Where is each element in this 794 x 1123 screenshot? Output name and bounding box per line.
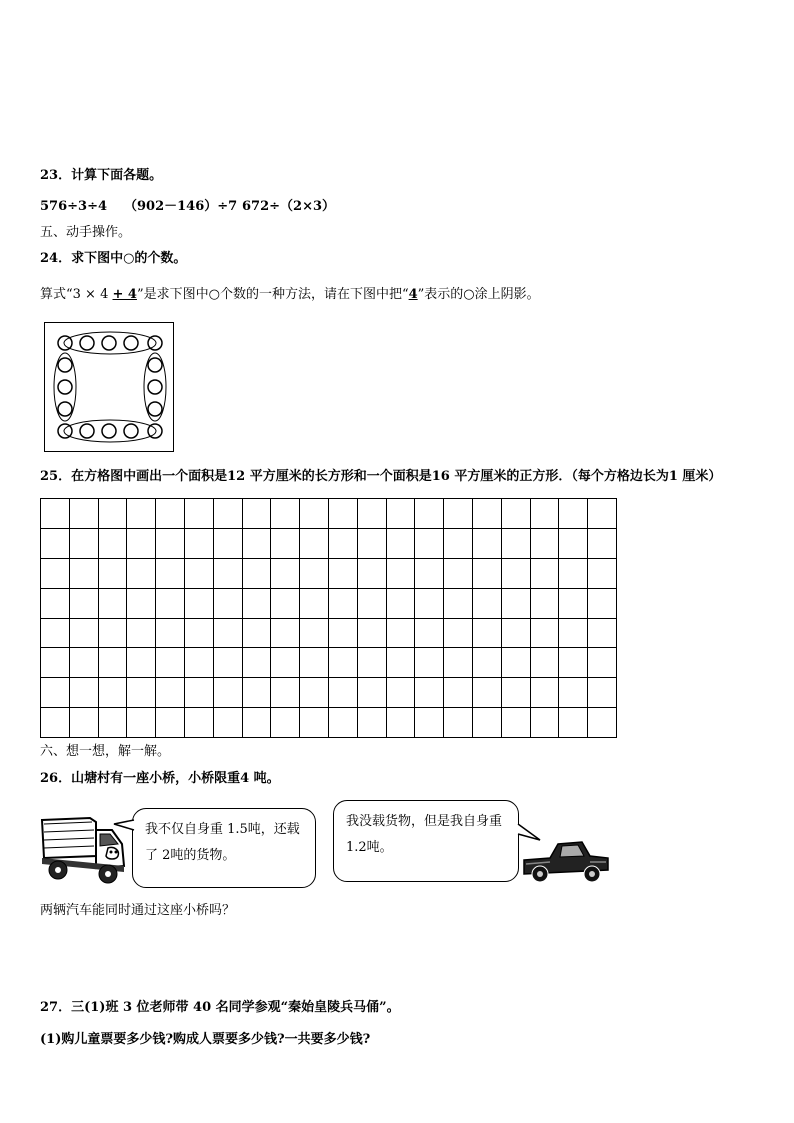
grid-cell[interactable] xyxy=(501,618,530,648)
pickup-speech-bubble: 我没载货物，但是我自身重 1.2吨。 xyxy=(333,800,519,882)
grid-cell[interactable] xyxy=(242,588,271,618)
grid-cell[interactable] xyxy=(184,618,213,648)
grid-cell[interactable] xyxy=(415,678,444,708)
grid-cell[interactable] xyxy=(559,588,588,618)
grid-cell[interactable] xyxy=(69,588,98,618)
grid-cell[interactable] xyxy=(127,499,156,529)
truck-speech-bubble: 我不仅自身重 1.5吨，还载了 2吨的货物。 xyxy=(132,808,316,888)
grid-cell[interactable] xyxy=(472,648,501,678)
grid-cell[interactable] xyxy=(156,618,185,648)
grid-cell[interactable] xyxy=(41,648,70,678)
grid-cell[interactable] xyxy=(98,528,127,558)
grid-cell[interactable] xyxy=(386,678,415,708)
grid-cell[interactable] xyxy=(588,708,617,738)
q24-four: 4 xyxy=(408,287,418,302)
grid-cell[interactable] xyxy=(386,499,415,529)
grid-cell[interactable] xyxy=(328,618,357,648)
grid-cell[interactable] xyxy=(328,499,357,529)
grid-cell[interactable] xyxy=(559,678,588,708)
truck-bubble-tail xyxy=(112,814,136,834)
grid-cell[interactable] xyxy=(127,678,156,708)
grid-cell[interactable] xyxy=(559,708,588,738)
grid-cell[interactable] xyxy=(444,499,473,529)
grid-cell[interactable] xyxy=(472,528,501,558)
grid-cell[interactable] xyxy=(530,588,559,618)
grid-cell[interactable] xyxy=(530,708,559,738)
grid-cell[interactable] xyxy=(98,648,127,678)
grid-cell[interactable] xyxy=(472,678,501,708)
grid-cell[interactable] xyxy=(213,648,242,678)
grid-cell[interactable] xyxy=(242,528,271,558)
grid-row xyxy=(41,588,617,618)
grid-row xyxy=(41,708,617,738)
pickup-truck-icon xyxy=(520,834,612,886)
grid-cell[interactable] xyxy=(472,588,501,618)
grid-cell[interactable] xyxy=(415,499,444,529)
grid-cell[interactable] xyxy=(588,648,617,678)
grid-cell[interactable] xyxy=(98,708,127,738)
grid-cell[interactable] xyxy=(213,618,242,648)
q23-expr-2: （902－146）÷7 xyxy=(124,199,238,214)
grid-cell[interactable] xyxy=(444,588,473,618)
q24-title: 24．求下图中○的个数。 xyxy=(40,251,187,266)
section-6-heading: 六、想一想，解一解。 xyxy=(40,744,171,759)
grid-cell[interactable] xyxy=(98,558,127,588)
grid-cell[interactable] xyxy=(559,558,588,588)
grid-cell[interactable] xyxy=(444,558,473,588)
grid-cell[interactable] xyxy=(559,499,588,529)
circle xyxy=(58,402,72,416)
circle xyxy=(58,336,72,350)
grid-cell[interactable] xyxy=(271,708,300,738)
grid-cell[interactable] xyxy=(41,678,70,708)
grid-cell[interactable] xyxy=(588,499,617,529)
grid-row xyxy=(41,499,617,529)
grid-cell[interactable] xyxy=(41,528,70,558)
grid-cell[interactable] xyxy=(415,558,444,588)
q23-expr-1: 576÷3÷4 xyxy=(40,199,108,214)
grid-cell[interactable] xyxy=(501,499,530,529)
grid-cell[interactable] xyxy=(242,708,271,738)
grid-cell[interactable] xyxy=(415,708,444,738)
grid-cell[interactable] xyxy=(127,648,156,678)
q24-text-a: 算式“3 × 4 xyxy=(40,287,113,302)
q26-question: 两辆汽车能同时通过这座小桥吗？ xyxy=(40,903,236,918)
grid-cell[interactable] xyxy=(328,648,357,678)
grid-cell[interactable] xyxy=(386,618,415,648)
grid-cell[interactable] xyxy=(530,618,559,648)
grid-cell[interactable] xyxy=(300,588,329,618)
grid-cell[interactable] xyxy=(300,708,329,738)
grid-cell[interactable] xyxy=(156,499,185,529)
grid-cell[interactable] xyxy=(444,678,473,708)
grid-cell[interactable] xyxy=(386,708,415,738)
grid-row xyxy=(41,528,617,558)
grid-cell[interactable] xyxy=(69,618,98,648)
grid-cell[interactable] xyxy=(41,558,70,588)
grid-cell[interactable] xyxy=(472,558,501,588)
grid-cell[interactable] xyxy=(444,618,473,648)
grid-cell[interactable] xyxy=(300,528,329,558)
grid-cell[interactable] xyxy=(184,648,213,678)
grid-cell[interactable] xyxy=(98,499,127,529)
grid-cell[interactable] xyxy=(300,499,329,529)
circle xyxy=(102,424,116,438)
grid-cell[interactable] xyxy=(501,588,530,618)
grid-cell[interactable] xyxy=(127,708,156,738)
grid-cell[interactable] xyxy=(300,648,329,678)
grid-cell[interactable] xyxy=(501,648,530,678)
grid-cell[interactable] xyxy=(444,648,473,678)
grid-cell[interactable] xyxy=(184,528,213,558)
q24-instruction xyxy=(40,287,540,303)
q23-expr-3: 672÷（2×3） xyxy=(242,199,336,214)
grid-cell[interactable] xyxy=(588,618,617,648)
grid-cell[interactable] xyxy=(156,708,185,738)
grid-cell[interactable] xyxy=(271,528,300,558)
grid-cell[interactable] xyxy=(328,678,357,708)
grid-cell[interactable] xyxy=(357,648,386,678)
grid-cell[interactable] xyxy=(357,588,386,618)
grid-cell[interactable] xyxy=(98,588,127,618)
grid-cell[interactable] xyxy=(69,678,98,708)
grid-cell[interactable] xyxy=(472,618,501,648)
grid-cell[interactable] xyxy=(386,588,415,618)
grid-cell[interactable] xyxy=(559,648,588,678)
grid-cell[interactable] xyxy=(530,648,559,678)
grid-row xyxy=(41,558,617,588)
circle xyxy=(80,424,94,438)
grid-cell[interactable] xyxy=(242,618,271,648)
q24-text-c: ”表示的○涂上阴影。 xyxy=(417,287,540,302)
circle xyxy=(80,336,94,350)
square-grid[interactable] xyxy=(40,498,617,738)
grid-cell[interactable] xyxy=(184,499,213,529)
grid-cell[interactable] xyxy=(357,499,386,529)
grid-cell[interactable] xyxy=(69,558,98,588)
circle xyxy=(58,380,72,394)
grid-cell[interactable] xyxy=(386,558,415,588)
grid-cell[interactable] xyxy=(69,499,98,529)
grid-cell[interactable] xyxy=(357,708,386,738)
grid-cell[interactable] xyxy=(41,708,70,738)
circle xyxy=(102,336,116,350)
grid-cell[interactable] xyxy=(271,558,300,588)
grid-cell[interactable] xyxy=(69,708,98,738)
grid-cell[interactable] xyxy=(69,528,98,558)
circle xyxy=(124,424,138,438)
circle-figure-svg xyxy=(45,323,173,451)
grid-cell[interactable] xyxy=(530,499,559,529)
grid-cell[interactable] xyxy=(127,528,156,558)
grid-cell[interactable] xyxy=(213,678,242,708)
q25-title: 25．在方格图中画出一个面积是12 平方厘米的长方形和一个面积是16 平方厘米的正方形．（每个方格边长为1 厘米） xyxy=(40,469,722,484)
section-5-heading: 五、动手操作。 xyxy=(40,225,132,240)
grid-cell[interactable] xyxy=(357,558,386,588)
q27-title: 27．三(1)班 3 位老师带 40 名同学参观“秦始皇陵兵马俑”。 xyxy=(40,1000,400,1015)
grid-cell[interactable] xyxy=(530,558,559,588)
q23-title: 23．计算下面各题。 xyxy=(40,168,163,183)
grid-cell[interactable] xyxy=(242,499,271,529)
grid-cell[interactable] xyxy=(588,588,617,618)
grid-cell[interactable] xyxy=(184,588,213,618)
grid-cell[interactable] xyxy=(357,678,386,708)
grid-cell[interactable] xyxy=(213,708,242,738)
grid-cell[interactable] xyxy=(300,618,329,648)
grid-cell[interactable] xyxy=(242,678,271,708)
circle xyxy=(148,402,162,416)
grid-cell[interactable] xyxy=(156,678,185,708)
grid-cell[interactable] xyxy=(213,588,242,618)
grid-cell[interactable] xyxy=(271,678,300,708)
circle-figure xyxy=(44,322,174,452)
grid-row xyxy=(41,678,617,708)
grid-cell[interactable] xyxy=(501,708,530,738)
grid-cell[interactable] xyxy=(415,588,444,618)
grid-cell[interactable] xyxy=(242,558,271,588)
grid-cell[interactable] xyxy=(328,558,357,588)
grid-cell[interactable] xyxy=(156,648,185,678)
grid-cell[interactable] xyxy=(415,618,444,648)
grid-cell[interactable] xyxy=(213,528,242,558)
grid-cell[interactable] xyxy=(156,528,185,558)
q24-plus4: + 4 xyxy=(112,287,137,302)
grid-cell[interactable] xyxy=(213,499,242,529)
grid-cell[interactable] xyxy=(415,528,444,558)
q24-text-b: ”是求下图中○个数的一种方法，请在下图中把“ xyxy=(136,287,409,302)
grid-cell[interactable] xyxy=(328,588,357,618)
grid-cell[interactable] xyxy=(472,499,501,529)
grid-cell[interactable] xyxy=(444,708,473,738)
grid-cell[interactable] xyxy=(328,528,357,558)
grid-cell[interactable] xyxy=(501,558,530,588)
circle xyxy=(148,380,162,394)
grid-cell[interactable] xyxy=(184,708,213,738)
grid-cell[interactable] xyxy=(357,528,386,558)
grid-cell[interactable] xyxy=(127,618,156,648)
grid-cell[interactable] xyxy=(127,558,156,588)
grid-cell[interactable] xyxy=(213,558,242,588)
grid-cell[interactable] xyxy=(271,499,300,529)
grid-cell[interactable] xyxy=(588,558,617,588)
grid-cell[interactable] xyxy=(357,618,386,648)
grid-cell[interactable] xyxy=(41,499,70,529)
grid-cell[interactable] xyxy=(184,678,213,708)
grid-cell[interactable] xyxy=(271,648,300,678)
grid-cell[interactable] xyxy=(184,558,213,588)
grid-cell[interactable] xyxy=(444,528,473,558)
grid-cell[interactable] xyxy=(328,708,357,738)
circle xyxy=(148,358,162,372)
circle xyxy=(148,336,162,350)
grid-cell[interactable] xyxy=(41,588,70,618)
grid-cell[interactable] xyxy=(588,528,617,558)
circle xyxy=(58,358,72,372)
grid-cell[interactable] xyxy=(386,648,415,678)
grid-cell[interactable] xyxy=(127,588,156,618)
circle xyxy=(148,424,162,438)
q26-title: 26．山塘村有一座小桥，小桥限重4 吨。 xyxy=(40,771,280,786)
grid-cell[interactable] xyxy=(530,528,559,558)
grid-cell[interactable] xyxy=(415,648,444,678)
grid-cell[interactable] xyxy=(98,618,127,648)
grid-row xyxy=(41,618,617,648)
grid-cell[interactable] xyxy=(156,558,185,588)
grid-cell[interactable] xyxy=(156,588,185,618)
grid-cell[interactable] xyxy=(386,528,415,558)
grid-cell[interactable] xyxy=(559,528,588,558)
grid-cell[interactable] xyxy=(41,618,70,648)
grid-cell[interactable] xyxy=(242,648,271,678)
bottom-group-ellipse xyxy=(64,420,156,442)
grid-cell[interactable] xyxy=(501,678,530,708)
grid-cell[interactable] xyxy=(300,558,329,588)
grid-cell[interactable] xyxy=(472,708,501,738)
grid-cell[interactable] xyxy=(501,528,530,558)
grid-cell[interactable] xyxy=(300,678,329,708)
q27-sub-1: (1)购儿童票要多少钱?购成人票要多少钱?一共要多少钱? xyxy=(40,1032,371,1047)
grid-cell[interactable] xyxy=(588,678,617,708)
grid-cell[interactable] xyxy=(271,588,300,618)
top-group-ellipse xyxy=(64,332,156,354)
grid-cell[interactable] xyxy=(530,678,559,708)
grid-cell[interactable] xyxy=(98,678,127,708)
grid-cell[interactable] xyxy=(271,618,300,648)
grid-row xyxy=(41,648,617,678)
circle xyxy=(58,424,72,438)
grid-cell[interactable] xyxy=(69,648,98,678)
grid-cell[interactable] xyxy=(559,618,588,648)
circle xyxy=(124,336,138,350)
